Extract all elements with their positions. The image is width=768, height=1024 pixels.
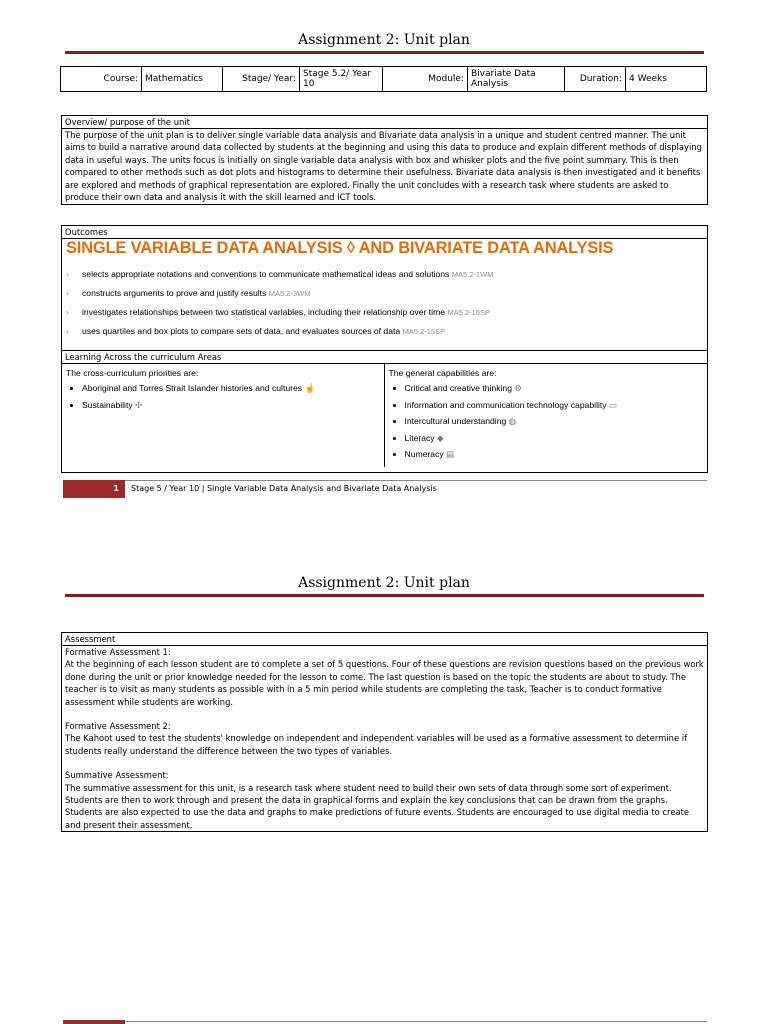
duration-label: Duration:: [565, 67, 626, 92]
page-title: Assignment 2: Unit plan: [298, 575, 470, 591]
chevron-right-icon: ›: [66, 269, 69, 279]
module-label: Module:: [383, 67, 468, 92]
hand-icon: ☝: [304, 383, 316, 394]
outcome-code: MA5.2-16SP: [447, 308, 490, 317]
title-rule: [65, 594, 704, 597]
priority-item: [82, 382, 380, 399]
chevron-right-icon: ›: [66, 288, 69, 298]
outcome-code: MA5.2-3WM: [268, 289, 311, 298]
outcomes-header: Outcomes: [62, 226, 707, 239]
formative-1-text: At the beginning of each lesson student are to complete a set of 5 questions. Four of these questions are revision questions based on the previous work done during the unit or prior knowledge needed for the lesson to come. The last question is based on the topic the students are about to study. The teacher is to visit as many students as possible with in a 5 min period while students are completing the task, Teacher is to conduct formative assessment while students are working.: [65, 659, 704, 707]
outcomes-heading: SINGLE VARIABLE DATA ANALYSIS ◊ AND BIVARIATE DATA ANALYSIS: [66, 239, 614, 257]
overview-header: Overview/ purpose of the unit: [62, 116, 707, 129]
gears-icon: ⚙: [514, 383, 523, 394]
priority-text: Aboriginal and Torres Strait Islander histories and cultures: [82, 383, 303, 394]
laptop-icon: ▭: [608, 399, 618, 410]
capability-item: [405, 448, 704, 465]
formative-1-title: Formative Assessment 1:: [65, 647, 171, 657]
outcome-text: selects appropriate notations and conventions to communicate mathematical ideas and solutions: [82, 269, 450, 279]
outcome-code: MA5.2-15SP: [402, 327, 446, 336]
capability-text: Intercultural understanding: [404, 416, 507, 427]
capability-text: Information and communication technology capability: [404, 399, 607, 410]
page-number-bar: [63, 1020, 125, 1024]
footer-rule: [63, 1021, 707, 1022]
assessment-header: Assessment: [62, 633, 707, 646]
outcome-text: constructs arguments to prove and justify results: [82, 288, 267, 298]
page-number: 1: [63, 480, 125, 498]
page-title: Assignment 2: Unit plan: [298, 32, 470, 48]
module-value: Bivariate Data Analysis: [468, 67, 565, 92]
chevron-right-icon: ›: [66, 326, 69, 336]
summative-title: Summative Assessment:: [65, 770, 169, 781]
grad-cap-icon: ◆: [436, 432, 444, 443]
formative-2-title: Formative Assessment 2:: [65, 721, 171, 732]
general-capabilities-column: [385, 364, 708, 467]
globe-icon: ◍: [508, 416, 517, 427]
outcome-item: [66, 325, 707, 344]
stage-label: Stage/ Year:: [223, 67, 300, 92]
calculator-icon: ▤: [446, 449, 455, 460]
outcome-item: [66, 306, 707, 325]
capability-item: [405, 415, 704, 432]
formative-2-text: The Kahoot used to test the students' knowledge on independent and independent variables will be used as a formative assessment to determine if students really understand the difference between the two types of variables.: [65, 733, 688, 756]
outcome-item: [66, 268, 707, 287]
outcomes-box: [61, 225, 708, 473]
capability-item: [405, 382, 704, 399]
page-footer: [63, 480, 707, 498]
leaf-icon: ✣: [135, 399, 143, 410]
assessment-box: [61, 632, 708, 832]
cross-curriculum-column: [62, 364, 385, 467]
cross-curriculum-intro: The cross-curriculum priorities are:: [66, 368, 199, 378]
outcome-text: investigates relationships between two statistical variables, including their relationship over time: [82, 307, 446, 317]
learning-columns: [62, 364, 707, 467]
title-rule: [65, 51, 704, 54]
capability-item: [405, 399, 704, 416]
priority-text: Sustainability: [82, 399, 133, 410]
outcome-code: MA5.2-1WM: [451, 270, 494, 279]
learning-header: Learning Across the curriculum Areas: [62, 350, 707, 364]
priority-item: [82, 399, 380, 416]
capability-item: [405, 432, 704, 449]
unit-meta-table: [60, 66, 707, 92]
chevron-right-icon: ›: [66, 307, 69, 317]
duration-value: 4 Weeks: [626, 67, 707, 92]
capability-text: Literacy: [404, 432, 435, 443]
summative-text: The summative assessment for this unit, is a research task where student need to build their own sets of data through some sort of experiment. Students are then to work through and present the data in graphical forms and explain the key conclusions that can be drawn from the graphs. Students are also expected to use the data and graphs to make predictions of future events. Students are encouraged to use digital media to create and present their assessment.: [65, 782, 690, 830]
capability-text: Critical and creative thinking: [404, 383, 512, 394]
overview-text: The purpose of the unit plan is to deliver single variable data analysis and Bivariate data analysis in a unique and student centred manner. The unit aims to build a narrative around data collected by students at the beginning and using this data to produce and explain different methods of displaying data in useful ways. The units focus is initially on single variable data analysis with box and whisker plots and the five point summary. This is then compared to other methods such as dot plots and histograms to determine their usefulness. Bivariate data analysis is then investigated and it benefits are explored and methods of graphical representation are explored. Finally the unit concludes with a research task where students are asked to produce their own data and analysis it with the skill learned and ICT tools.: [65, 130, 702, 203]
stage-value: Stage 5.2/ Year 10: [300, 67, 383, 92]
footer-text: Stage 5 / Year 10 | Single Variable Data Analysis and Bivariate Data Analysis: [131, 484, 437, 493]
overview-box: [61, 115, 708, 205]
course-value: Mathematics: [142, 67, 223, 92]
outcomes-list: [62, 264, 707, 344]
outcome-item: [66, 287, 707, 306]
assessment-body: [62, 646, 707, 831]
capabilities-intro: The general capabilities are:: [388, 368, 497, 378]
course-label: Course:: [61, 67, 142, 92]
capability-text: Numeracy: [404, 449, 444, 460]
outcome-text: uses quartiles and box plots to compare sets of data, and evaluates sources of data: [82, 326, 401, 336]
